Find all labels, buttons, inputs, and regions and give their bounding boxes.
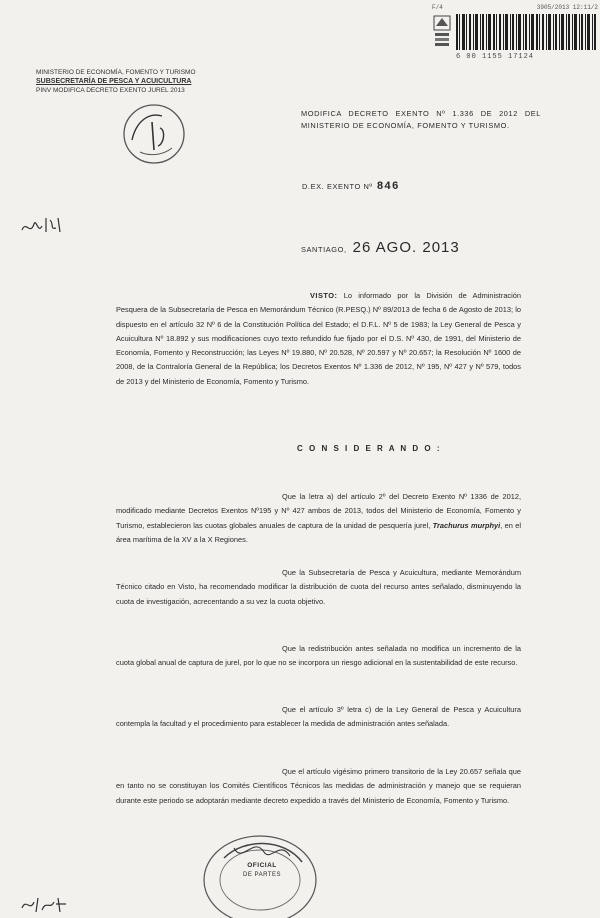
p4-text: Que el artículo 3º letra c) de la Ley General de Pesca y Acuicultura contempla la facultad y el procedimiento para establecer la medida de administración antes señalada.: [116, 705, 521, 729]
barcode-ref-right: 3905/2013 12:11/2: [536, 4, 598, 11]
stamp-text-top: OFICIAL: [247, 862, 277, 869]
decree-number: 846: [376, 181, 400, 193]
p3-text: Que la redistribución antes señalada no modifica un incremento de la cuota global anual de captura de jurel, por lo que no se incorpora un riesgo adicional en la sustentabilidad de este recurso.: [116, 644, 521, 668]
considerando-paragraph-5: [116, 765, 521, 808]
barcode-number: 6 00 1155 17124: [456, 53, 535, 61]
visto-label: VISTO:: [310, 291, 338, 300]
city: SANTIAGO,: [301, 245, 347, 254]
place-date-line: [301, 239, 460, 256]
bottom-handwriting-icon: [20, 892, 74, 916]
considerando-paragraph-4: [116, 703, 521, 732]
visto-paragraph: [116, 289, 521, 389]
decree-number-line: [302, 181, 400, 193]
considerando-paragraph-1: [116, 490, 521, 547]
letterhead-ministry: MINISTERIO DE ECONOMÍA, FOMENTO Y TURISMO: [36, 69, 196, 76]
date-stamp: 26 AGO. 2013: [352, 239, 460, 256]
p1-text-a: Que la letra a) del artículo 2º del Decreto Exento Nº 1336 de 2012, modificado mediante Decretos Exentos Nº195 y Nº 427 ambos de 2013, todos del Ministerio de Economía, Fomento y Turismo, establecieron las cuotas globales anuales de captura de la unidad de pesquería jurel,: [116, 492, 521, 530]
decree-subject: MODIFICA DECRETO EXENTO Nº 1.336 DE 2012 DEL MINISTERIO DE ECONOMÍA, FOMENTO Y TURISMO.: [301, 109, 541, 130]
p2-text: Que la Subsecretaría de Pesca y Acuicultura, mediante Memorándum Técnico citado en Visto, ha recomendado modificar la distribución de cuota del recurso antes señalado, disminuyendo la cuota de investigación, acrecentando a su vez la cuota objetivo.: [116, 568, 521, 606]
letterhead-subsecretaria: SUBSECRETARÍA DE PESCA Y ACUICULTURA: [36, 78, 192, 85]
barcode-header: [432, 4, 598, 11]
letterhead-reference: PINV MODIFICA DECRETO EXENTO JUREL 2013: [36, 87, 185, 94]
oficina-partes-stamp: [194, 828, 324, 918]
margin-handwriting-icon: [20, 210, 64, 240]
ministry-logo-icon: [432, 14, 452, 52]
considerando-paragraph-2: [116, 566, 521, 609]
letterhead: [36, 68, 256, 95]
considerando-heading: C O N S I D E R A N D O :: [297, 444, 442, 453]
visto-text: Lo informado por la División de Administración Pesquera de la Subsecretaría de Pesca en Memorándum Técnico (R.PESQ.) Nº 89/2013 de fecha 6 de Agosto de 2013; lo dispuesto en el artículo 32 Nº 6 de la Constitución Política del Estado; el D.F.L. Nº 5 de 1983; la Ley General de Pesca y Acuicultura Nº 18.892 y sus modificaciones cuyo texto refundido fue fijado por el D.S. Nº 430, de 1991, del Ministerio de Economía, Fomento y Reconstrucción; las Leyes Nº 19.880, Nº 20.528, Nº 20.597 y Nº 20.657; la Resolución Nº 1600 de 2008, de la Contraloría General de la República; los Decretos Exentos Nº 1.336 de 2012, Nº 195, Nº 427 y Nº 579, todos de 2013 y del Ministerio de Economía, Fomento y Turismo.: [116, 291, 521, 386]
considerando-paragraph-3: [116, 642, 521, 671]
stamp-text-bottom: DE PARTES: [243, 872, 281, 878]
p1-text-b: , en el área marítima de la XV a la X Regiones.: [116, 520, 522, 544]
barcode-ref-left: F/4: [432, 4, 443, 11]
p1-species: Trachurus murphyi: [432, 520, 501, 530]
p5-text: Que el artículo vigésimo primero transitorio de la Ley 20.657 señala que en tanto no se constituyan los Comités Científicos Técnicos las medidas de administración y manejo que se requieran durante este periodo se adoptarán mediante decreto expedido a través del Ministerio de Economía, Fomento y Turismo.: [116, 767, 521, 805]
initials-seal-icon: [118, 100, 188, 168]
barcode-block: [432, 4, 598, 66]
decree-label: D.EX. EXENTO Nº: [302, 182, 373, 191]
barcode-icon: [456, 14, 596, 50]
